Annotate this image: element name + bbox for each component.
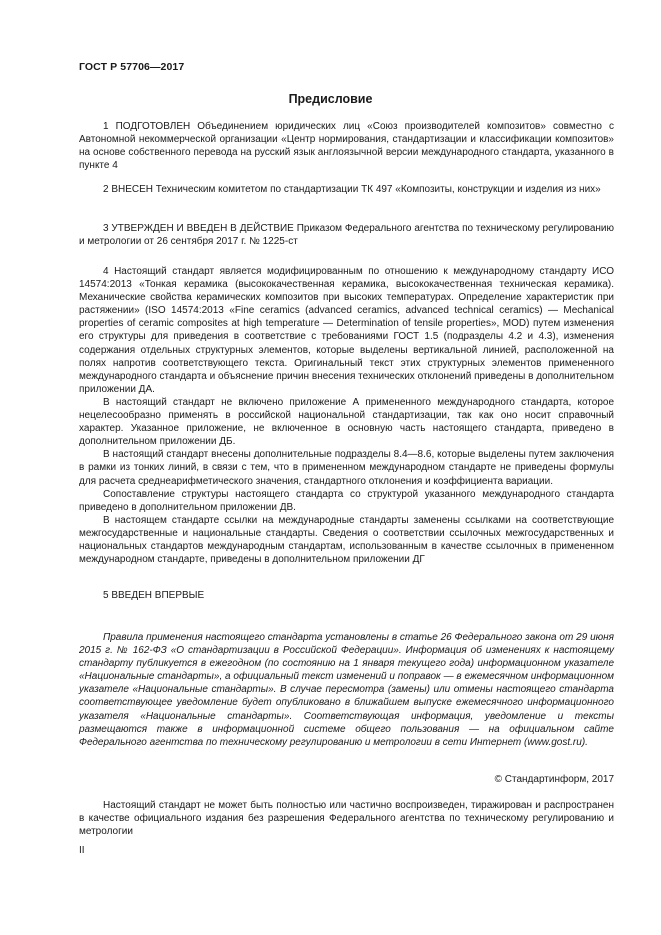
section-4-paragraph: В настоящий стандарт внесены дополнительные подразделы 8.4—8.6, которые выделены путем заключения в рамки из тонких линий, в связи с тем, что в примененном международном стандарте не приведены формулы для расчета среднеарифметического значения, стандартного отклонения и коэффициента вариации.: [79, 449, 614, 487]
section-1-text: 1 ПОДГОТОВЛЕН Объединением юридических лиц «Союз производителей композитов» совместно с Автономной некоммерческой организации «Центр нормирования, стандартизации и классификации композитов» на основе собственного перевода на русский язык англоязычной версии международного стандарта, указанного в пункте 4: [79, 121, 614, 172]
section-5: [79, 589, 614, 602]
section-3-text: 3 УТВЕРЖДЕН И ВВЕДЕН В ДЕЙСТВИЕ Приказом Федерального агентства по техническому регулированию и метрологии от 26 сентября 2017 г. № 1225-ст: [79, 223, 614, 248]
reproduction-notice: [79, 799, 614, 838]
usage-notice: [79, 631, 614, 749]
reproduction-notice-text: Настоящий стандарт не может быть полностью или частично воспроизведен, тиражирован и распространен в качестве официального издания без разрешения Федерального агентства по техническому регулированию и метрологии: [79, 800, 614, 838]
document-id: ГОСТ Р 57706—2017: [79, 61, 185, 73]
section-4-paragraph: В настоящий стандарт не включено приложение А примененного международного стандарта, которое нецелесообразно применять в российской национальной стандартизации, так как оно носит справочный характер. Указанное приложение, не включенное в основную часть настоящего стандарта, приведено в дополнительном приложении ДБ.: [79, 396, 614, 448]
section-4-paragraph: Сопоставление структуры настоящего стандарта со структурой указанного международного стандарта приведено в дополнительном приложении ДВ.: [79, 488, 614, 513]
section-3: [79, 222, 614, 248]
section-4-paragraph: 4 Настоящий стандарт является модифицированным по отношению к международному стандарту ИСО 14574:2013 «Тонкая керамика (высококачественная керамика, высококачественная техническая керамика). Механические свойства керамических композитов при высоких температурах. Определение характеристик при растяжении» (ISO 14574:2013 «Fine ceramics (advanced ceramics, advanced technical ceramics) — Mechanical properties of ceramic composites at high temperature — Determination of tensile properties», MOD) путем изменения его структуры для приведения в соответствие с требованиями ГОСТ 1.5 (подразделы 4.2 и 4.3), изменения содержания отдельных структурных элементов, которые выделены вертикальной линией, расположенной на полях напротив соответствующего текста. Оригинальный текст этих структурных элементов примененного международного стандарта и объяснение причин внесения технических отклонений приведены в дополнительном приложении ДА.: [79, 266, 614, 395]
page-title: Предисловие: [288, 92, 373, 106]
section-2-text: 2 ВНЕСЕН Техническим комитетом по стандартизации ТК 497 «Композиты, конструкции и изделия из них»: [103, 184, 601, 195]
section-2: [79, 183, 614, 196]
copyright: © Стандартинформ, 2017: [494, 774, 614, 785]
section-1: [79, 120, 614, 172]
section-5-text: 5 ВВЕДЕН ВПЕРВЫЕ: [103, 590, 205, 601]
page-number: II: [79, 845, 85, 856]
section-4: [79, 265, 614, 566]
section-4-paragraph: В настоящем стандарте ссылки на международные стандарты заменены ссылками на соответствующие межгосударственные и национальные стандарты. Сведения о соответствии ссылочных межгосударственных и национальных стандартов международным стандартам, использованным в качестве ссылочных в примененном международном стандарте, приведены в дополнительном приложении ДГ: [79, 514, 614, 566]
usage-notice-text: Правила применения настоящего стандарта установлены в статье 26 Федерального закона от 29 июня 2015 г. № 162-ФЗ «О стандартизации в Российской Федерации». Информация об изменениях к настоящему стандарту публикуется в ежегодном (по состоянию на 1 января текущего года) информационном указателе «Национальные стандарты», а официальный текст изменений и поправок — в ежемесячном информационном указателе «Национальные стандарты». В случае пересмотра (замены) или отмены настоящего стандарта соответствующее уведомление будет опубликовано в ближайшем выпуске ежемесячного информационного указателя «Национальные стандарты». Соответствующая информация, уведомление и тексты размещаются также в информационной системе общего пользования — на официальном сайте Федерального агентства по техническому регулированию и метрологии в сети Интернет (www.gost.ru).: [79, 632, 614, 748]
